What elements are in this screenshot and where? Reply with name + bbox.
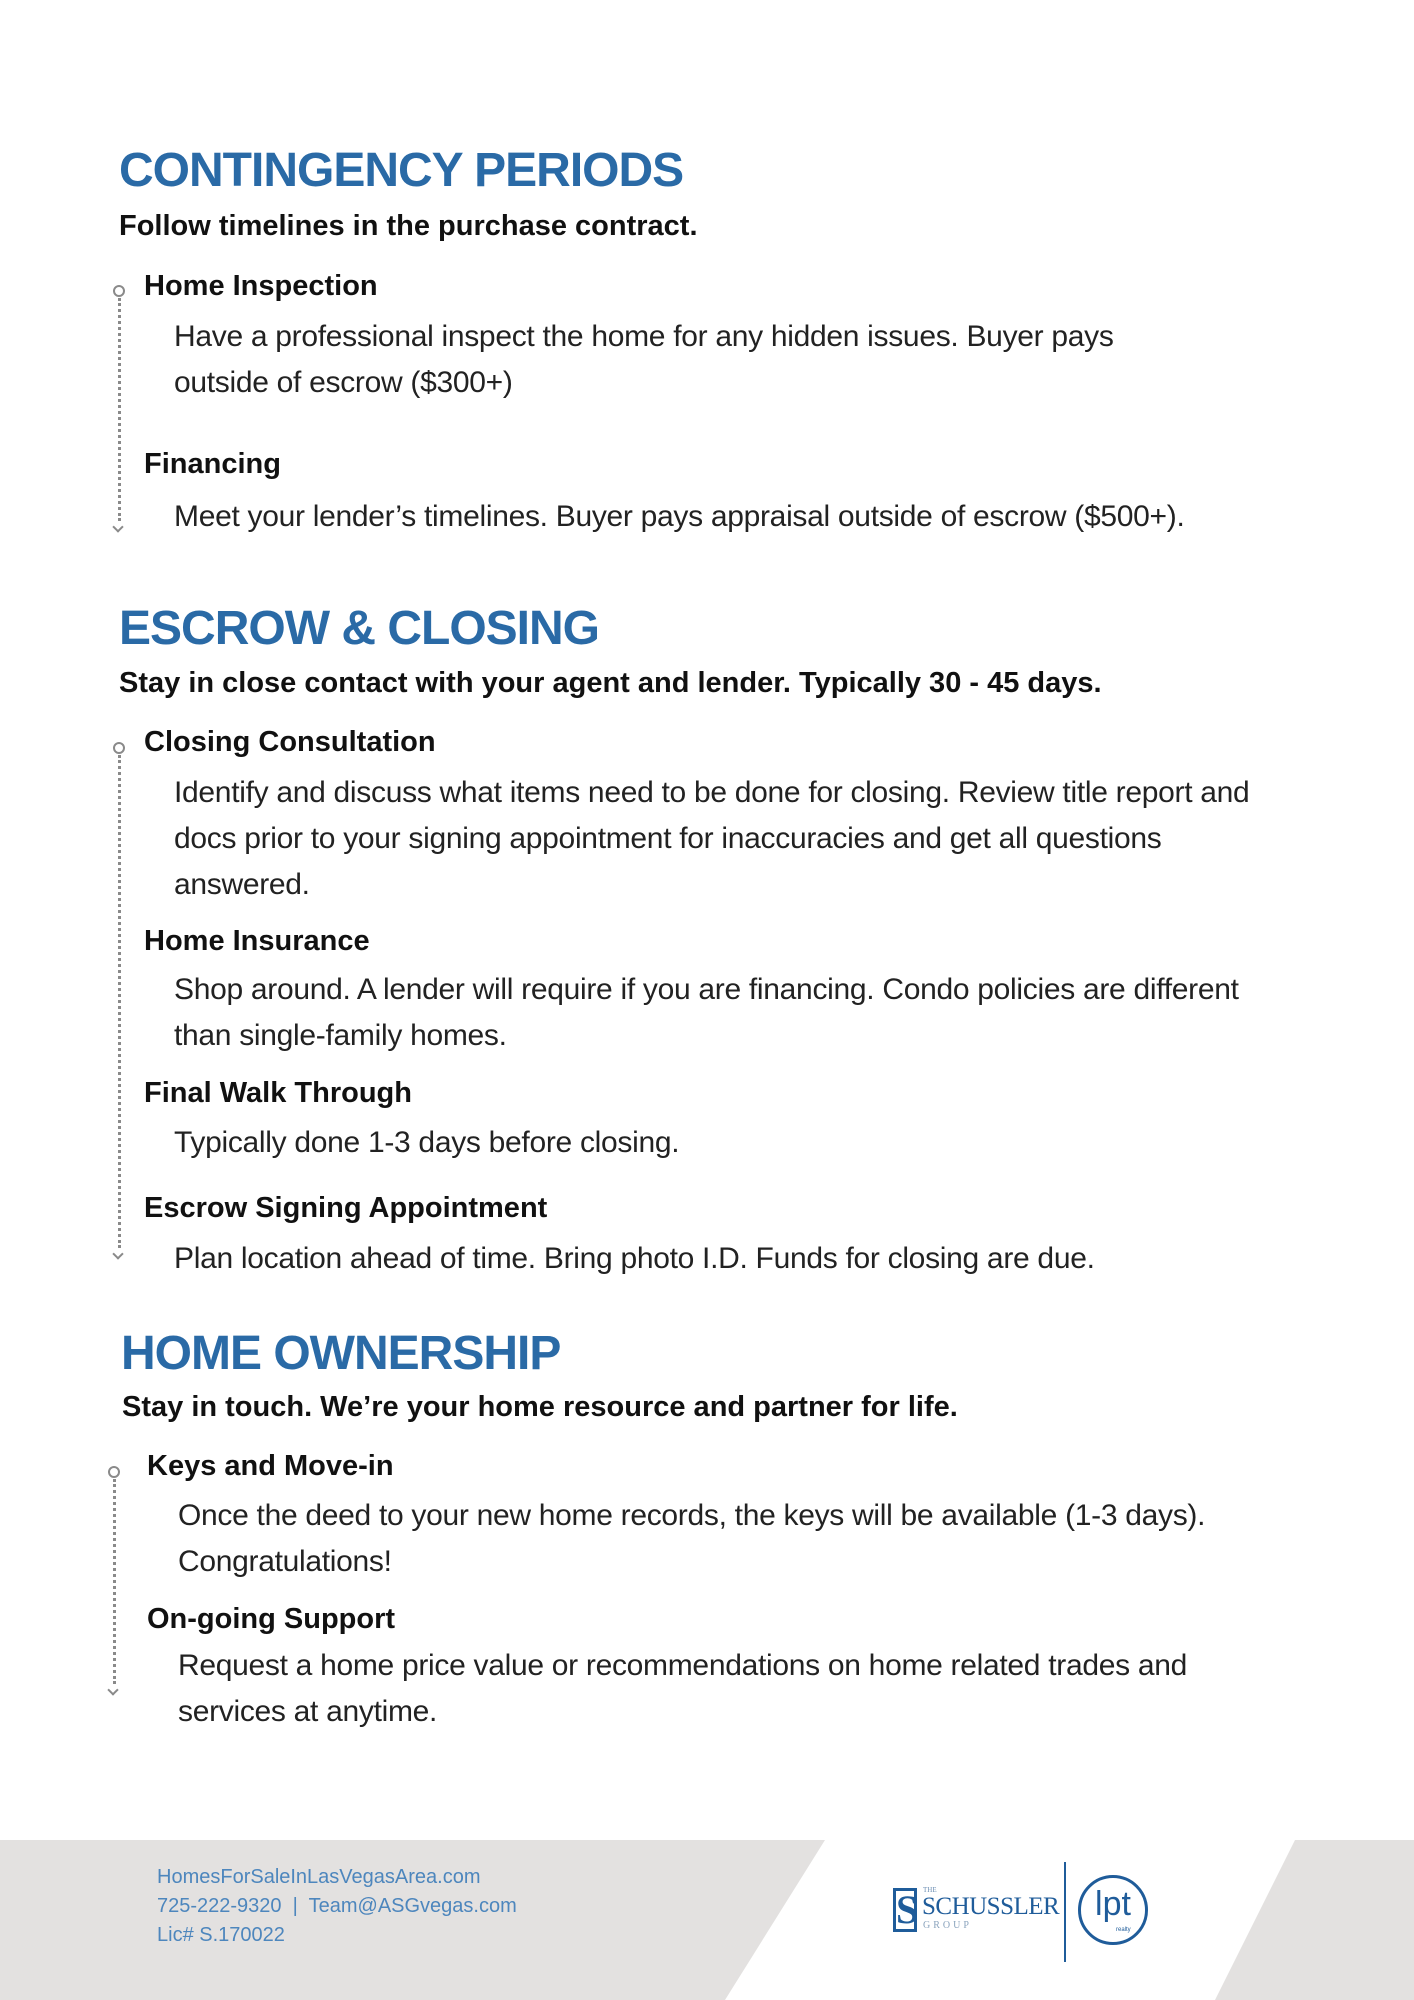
item-title: On-going Support [147, 1603, 396, 1635]
item-description: Once the deed to your new home records, the keys will be available (1-3 days). Congratulations! [178, 1499, 1206, 1578]
item-description: Typically done 1-3 days before closing. [174, 1126, 680, 1159]
lpt-sub-text: realty [1116, 1927, 1131, 1933]
timeline-arrow-icon [107, 1684, 118, 1695]
timeline-line [118, 298, 121, 521]
timeline-line [118, 755, 121, 1248]
timeline-dot-icon [113, 742, 125, 754]
logo-the-text: THE [923, 1886, 937, 1894]
footer-license: Lic# S.170022 [157, 1924, 285, 1946]
lpt-realty-logo-icon [1078, 1875, 1148, 1945]
section-heading: ESCROW & CLOSING [119, 602, 600, 655]
timeline-dot-icon [108, 1466, 120, 1478]
item-description: Identify and discuss what items need to be done for closing. Review title report and docs prior to your signing appointment for inaccuracies and get all questions answered. [174, 776, 1250, 901]
footer-right-band [1215, 1840, 1414, 2000]
logo-name-text: SCHUSSLER [922, 1893, 1060, 1920]
item-title: Financing [144, 448, 281, 480]
lpt-text: lpt [1095, 1885, 1131, 1923]
timeline-line [113, 1479, 116, 1684]
timeline-arrow-icon [112, 521, 123, 532]
item-title: Final Walk Through [144, 1077, 412, 1109]
section-subheading: Stay in touch. We’re your home resource and partner for life. [122, 1391, 958, 1423]
item-title: Closing Consultation [144, 726, 436, 758]
company-logo [893, 1860, 1153, 1970]
footer-contact[interactable]: 725-222-9320 | Team@ASGvegas.com [157, 1895, 517, 1917]
logo-divider [1064, 1862, 1066, 1962]
schussler-s-icon: S [893, 1888, 917, 1932]
section-subheading: Stay in close contact with your agent and lender. Typically 30 - 45 days. [119, 667, 1102, 699]
item-title: Escrow Signing Appointment [144, 1192, 548, 1224]
item-title: Keys and Move-in [147, 1450, 394, 1482]
item-description: Request a home price value or recommendations on home related trades and services at anytime. [178, 1649, 1187, 1728]
item-title: Home Inspection [144, 270, 378, 302]
footer [0, 1840, 1414, 2000]
timeline-arrow-icon [112, 1248, 123, 1259]
footer-left-band [0, 1840, 825, 2000]
item-description: Meet your lender’s timelines. Buyer pays appraisal outside of escrow ($500+). [174, 500, 1185, 533]
item-title: Home Insurance [144, 925, 370, 957]
timeline [113, 285, 127, 531]
timeline [113, 742, 127, 1258]
item-description: Have a professional inspect the home for any hidden issues. Buyer pays outside of escrow ($300+) [174, 320, 1114, 399]
timeline [108, 1466, 122, 1694]
section-subheading: Follow timelines in the purchase contract. [119, 210, 698, 242]
item-description: Shop around. A lender will require if you are financing. Condo policies are different than single-family homes. [174, 973, 1239, 1052]
section-heading: HOME OWNERSHIP [121, 1327, 561, 1380]
section-heading: CONTINGENCY PERIODS [119, 144, 684, 197]
timeline-dot-icon [113, 285, 125, 297]
item-description: Plan location ahead of time. Bring photo I.D. Funds for closing are due. [174, 1242, 1095, 1275]
logo-group-text: GROUP [923, 1920, 972, 1931]
footer-website-link[interactable]: HomesForSaleInLasVegasArea.com [157, 1866, 481, 1888]
